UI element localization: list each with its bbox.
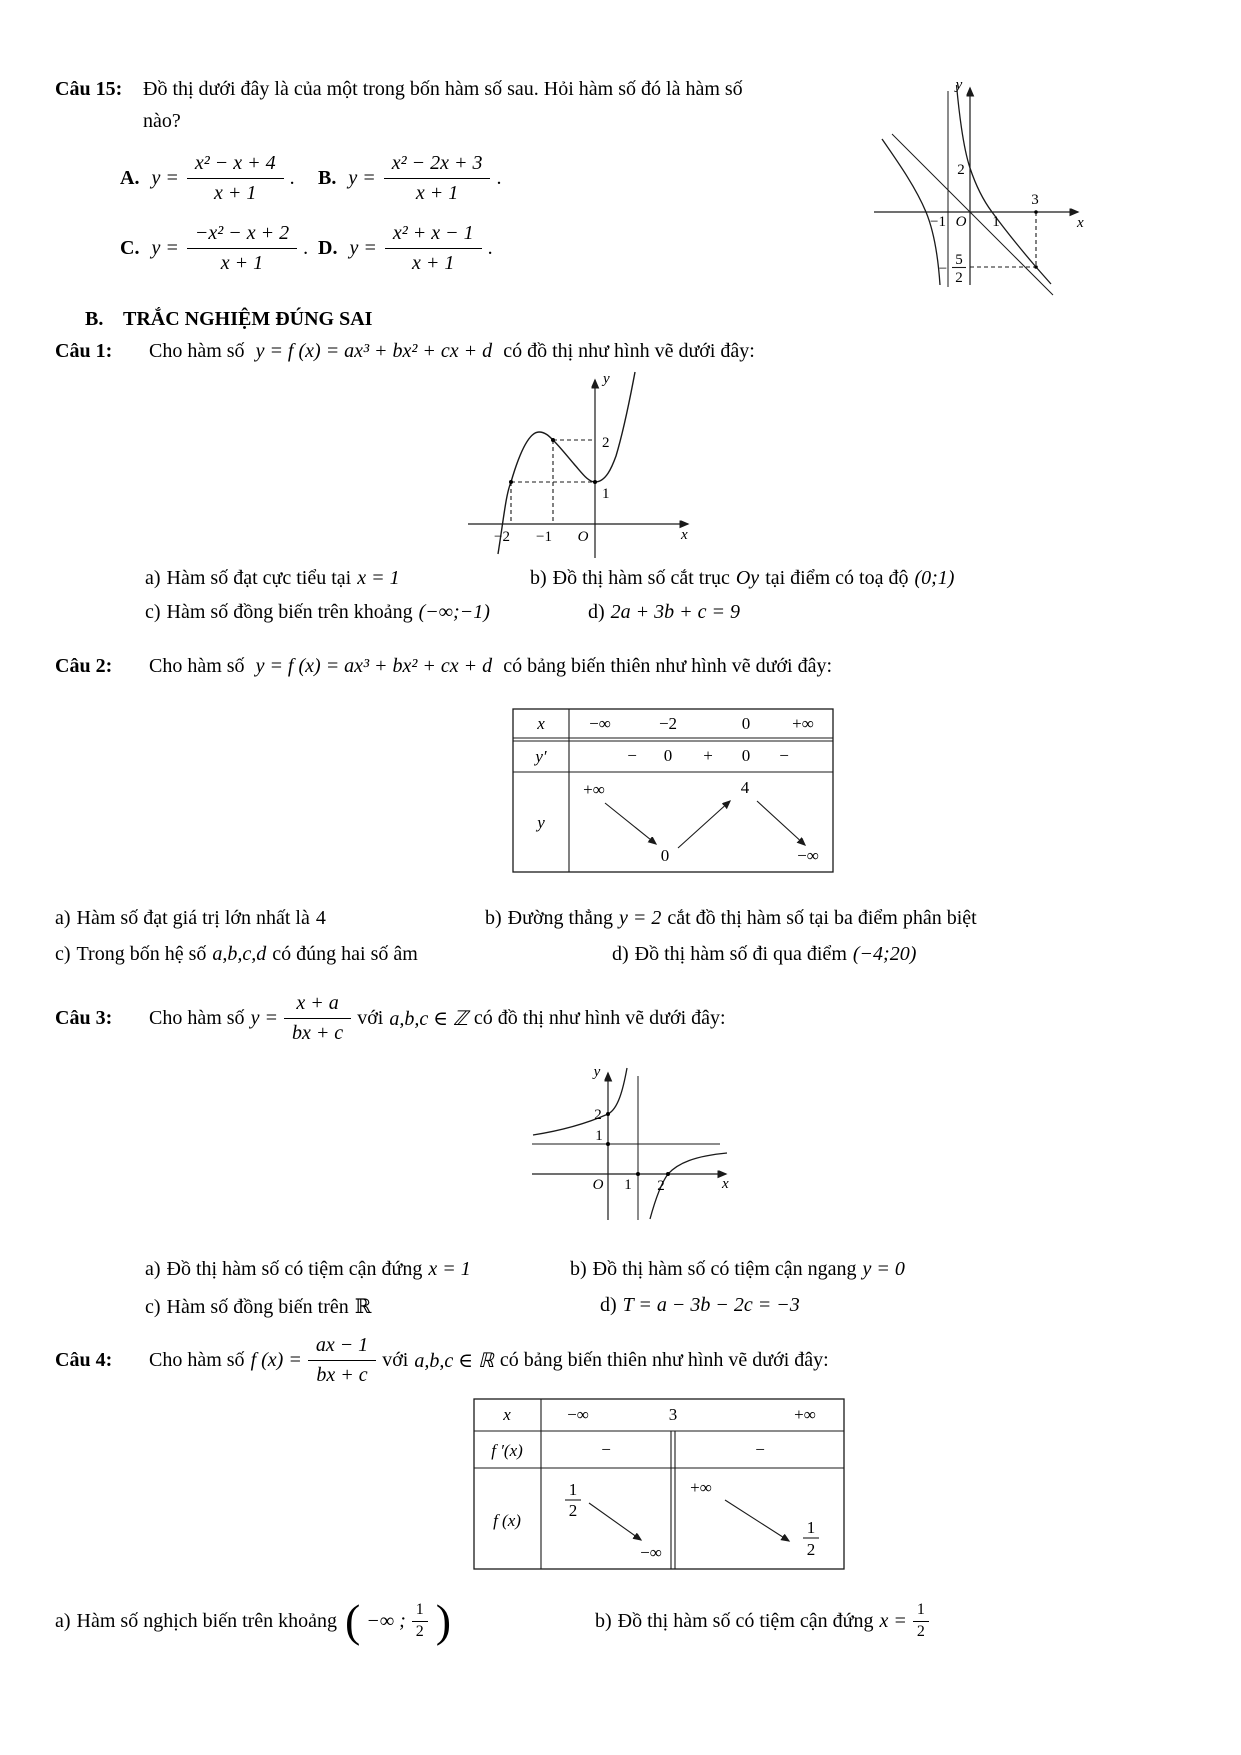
section-b-heading xyxy=(85,308,372,331)
q1-item-b xyxy=(530,567,960,590)
item-key: c) xyxy=(55,943,71,965)
tick-neg1: −1 xyxy=(536,529,552,545)
row-header-f-prime: f ′(x) xyxy=(491,1441,523,1460)
item-text: Hàm số đồng biến trên khoảng xyxy=(166,601,413,623)
option-fraction xyxy=(187,222,297,275)
item-text: cắt đồ thị hàm số tại ba điểm phân biệt xyxy=(667,907,977,929)
q3-item-d xyxy=(600,1294,806,1317)
arrow-decreasing xyxy=(757,801,805,845)
row-header-y: y xyxy=(537,813,545,832)
fraction-numerator: x² + x − 1 xyxy=(385,222,482,249)
close-paren: ) xyxy=(435,1595,452,1647)
tick-2-y: 2 xyxy=(594,1107,602,1123)
q4-post: có bảng biến thiên như hình vẽ dưới đây: xyxy=(499,1348,829,1371)
y-axis-label: y xyxy=(593,1064,601,1080)
q1-post: có đồ thị như hình vẽ dưới đây: xyxy=(503,340,755,362)
arrow-decreasing xyxy=(725,1500,789,1541)
option-lead: y = xyxy=(348,167,376,189)
origin-label: O xyxy=(577,529,589,545)
tick-neg2: −2 xyxy=(494,529,510,545)
q3-label: Câu 3: xyxy=(55,1006,113,1029)
tick-1-x: 1 xyxy=(624,1177,632,1193)
y-prime-sign: − xyxy=(779,746,789,765)
q3-pre: Cho hàm số xyxy=(149,1006,245,1029)
fraction-numerator: ax − 1 xyxy=(308,1334,376,1361)
q1-prompt xyxy=(55,340,761,363)
table-border xyxy=(513,709,833,872)
q4-pre: Cho hàm số xyxy=(149,1348,245,1371)
fraction-numerator: 1 xyxy=(412,1601,428,1621)
item-key: b) xyxy=(485,907,502,929)
f-limit-fraction-denominator: 2 xyxy=(806,1540,816,1559)
item-math: 4 xyxy=(315,907,326,929)
y-prime-zero: 0 xyxy=(663,746,673,765)
fraction-denominator: x + 1 xyxy=(412,252,455,274)
point-0-2 xyxy=(606,1112,610,1116)
q15-option-a xyxy=(120,152,295,205)
fraction-denominator: bx + c xyxy=(291,1021,344,1044)
q2-label: Câu 2: xyxy=(55,655,113,677)
q1-label: Câu 1: xyxy=(55,340,113,362)
f-prime-sign: − xyxy=(755,1440,765,1459)
item-math: −∞ ; xyxy=(366,1609,406,1632)
item-fraction xyxy=(913,1601,929,1641)
item-text: Đường thẳng xyxy=(507,907,613,929)
item-math: y = 2 xyxy=(618,907,662,929)
point-neg1-2 xyxy=(551,438,555,442)
item-text: Hàm số đồng biến trên xyxy=(166,1296,349,1318)
item-key: d) xyxy=(600,1294,617,1316)
q1-pre: Cho hàm số xyxy=(149,340,245,362)
item-math: 2a + 3b + c = 9 xyxy=(610,601,741,623)
q3-fraction xyxy=(284,992,351,1045)
option-lead: y = xyxy=(151,167,179,189)
q15-option-c xyxy=(120,222,308,275)
q2-item-a xyxy=(55,907,332,930)
q1-item-a xyxy=(145,567,406,590)
f-limit-top-right: +∞ xyxy=(690,1478,712,1497)
row-header-f: f (x) xyxy=(493,1511,521,1530)
item-math: (−∞;−1) xyxy=(418,601,490,623)
y-limit-start: +∞ xyxy=(583,780,605,799)
option-tail: . xyxy=(496,167,502,189)
q4-prompt xyxy=(55,1332,835,1388)
q2-variation-table xyxy=(512,708,834,873)
x-value: 0 xyxy=(741,714,751,733)
x-value: +∞ xyxy=(794,1405,816,1424)
item-math: ℝ xyxy=(354,1296,372,1318)
x-axis-label: x xyxy=(1077,215,1084,231)
f-limit-fraction-denominator: 2 xyxy=(568,1501,578,1520)
tick-3: 3 xyxy=(1031,192,1039,208)
q4-item-b xyxy=(595,1590,935,1652)
option-lead: y = xyxy=(349,237,377,259)
y-axis-label: y xyxy=(955,77,963,93)
q3-item-c xyxy=(145,1294,377,1319)
option-fraction xyxy=(384,152,491,205)
point-3-0 xyxy=(1034,210,1038,214)
point-0-1 xyxy=(593,480,597,484)
item-math: x = 1 xyxy=(357,567,400,589)
option-key: C. xyxy=(120,237,140,259)
item-fraction xyxy=(412,1601,428,1641)
item-text: Trong bốn hệ số xyxy=(76,943,207,965)
x-value: −∞ xyxy=(567,1405,589,1424)
q2-prompt xyxy=(55,655,838,678)
item-key: b) xyxy=(595,1609,612,1632)
section-b-label: B. xyxy=(85,308,104,330)
fraction-numerator: x² − x + 4 xyxy=(187,152,284,179)
origin-label: O xyxy=(592,1177,604,1193)
q3-lead: y = xyxy=(250,1006,278,1029)
q15-option-d xyxy=(318,222,493,275)
option-tail: . xyxy=(289,167,295,189)
q1-item-c xyxy=(145,601,496,624)
fraction-denominator: 2 xyxy=(415,1622,424,1640)
curve-left-branch xyxy=(533,1068,627,1135)
q15-label: Câu 15: xyxy=(55,78,123,100)
item-key: b) xyxy=(570,1258,587,1280)
item-text: Đồ thị hàm số đi qua điểm xyxy=(634,943,847,965)
item-key: c) xyxy=(145,1296,161,1318)
item-key: b) xyxy=(530,567,547,589)
item-math: x = xyxy=(879,1609,907,1632)
option-key: B. xyxy=(318,167,337,189)
open-paren: ( xyxy=(345,1595,361,1647)
item-math: Oy xyxy=(735,567,760,589)
fraction-denominator: x + 1 xyxy=(415,182,459,204)
x-value: +∞ xyxy=(792,714,814,733)
fraction-minus-sign: − xyxy=(938,261,948,277)
y-local-min: 0 xyxy=(660,846,670,865)
tick-1: 1 xyxy=(992,214,1000,230)
item-text: Đồ thị hàm số có tiệm cận ngang xyxy=(592,1258,857,1280)
tick-1-y: 1 xyxy=(595,1128,603,1144)
q1-item-d xyxy=(588,601,746,624)
arrow-decreasing xyxy=(589,1503,641,1540)
cubic-curve xyxy=(498,372,635,554)
tick-2: 2 xyxy=(602,435,610,451)
option-key: D. xyxy=(318,237,338,259)
q2-formula: y = f (x) = ax³ + bx² + cx + d xyxy=(255,655,493,677)
item-key: a) xyxy=(145,1258,161,1280)
option-lead: y = xyxy=(151,237,179,259)
item-math: T = a − 3b − 2c = −3 xyxy=(622,1294,800,1316)
q2-item-b xyxy=(485,907,983,930)
fraction-numerator: 1 xyxy=(913,1601,929,1621)
q15-heading xyxy=(55,78,743,101)
item-key: a) xyxy=(55,1609,71,1632)
tick-neg1: −1 xyxy=(930,214,946,230)
x-value: −∞ xyxy=(589,714,611,733)
tick-1: 1 xyxy=(602,486,610,502)
item-text: Đồ thị hàm số cắt trục xyxy=(552,567,730,589)
point-2-0 xyxy=(666,1172,670,1176)
y-prime-sign: + xyxy=(703,746,713,765)
option-key: A. xyxy=(120,167,140,189)
q1-graph xyxy=(450,366,700,562)
fraction-denominator: 2 xyxy=(916,1622,925,1640)
point-0-1 xyxy=(606,1142,610,1146)
item-math: (0;1) xyxy=(914,567,955,589)
tick-2-x: 2 xyxy=(657,1178,665,1194)
q3-graph xyxy=(520,1062,735,1227)
point-neg2-1 xyxy=(509,480,513,484)
x-value: −2 xyxy=(658,714,678,733)
y-local-max: 4 xyxy=(740,778,750,797)
option-fraction xyxy=(385,222,482,275)
q2-item-c xyxy=(55,943,424,966)
q3-condition: a,b,c ∈ ℤ xyxy=(389,1007,468,1030)
option-fraction xyxy=(187,152,284,205)
arrow-decreasing xyxy=(605,803,656,844)
fraction-denominator: x + 1 xyxy=(214,182,257,204)
item-key: d) xyxy=(588,601,605,623)
q2-pre: Cho hàm số xyxy=(149,655,245,677)
q15-graph xyxy=(862,75,1092,295)
item-text: tại điểm có toạ độ xyxy=(765,567,909,589)
f-limit-fraction-numerator: 1 xyxy=(806,1518,816,1537)
item-text: Đồ thị hàm số có tiệm cận đứng xyxy=(617,1609,874,1632)
q4-lead: f (x) = xyxy=(250,1348,302,1371)
item-key: a) xyxy=(55,907,71,929)
fraction-numerator: x + a xyxy=(284,992,351,1019)
q4-mid: với xyxy=(382,1348,409,1371)
y-prime-zero: 0 xyxy=(741,746,751,765)
item-text: Hàm số đạt giá trị lớn nhất là xyxy=(76,907,310,929)
item-key: a) xyxy=(145,567,161,589)
option-tail: . xyxy=(487,237,493,259)
q4-variation-table xyxy=(473,1398,845,1570)
row-header-y-prime: y′ xyxy=(535,747,547,766)
item-key: c) xyxy=(145,601,161,623)
x-axis-label: x xyxy=(722,1176,729,1192)
origin-label: O xyxy=(955,214,967,230)
row-header-x: x xyxy=(537,714,545,733)
x-value: 3 xyxy=(668,1405,678,1424)
q2-post: có bảng biến thiên như hình vẽ dưới đây: xyxy=(503,655,833,677)
point-1-0 xyxy=(636,1172,640,1176)
f-limit-fraction-numerator: 1 xyxy=(568,1480,578,1499)
point-3-neg52 xyxy=(1034,265,1038,269)
oblique-asymptote-line xyxy=(892,134,1053,295)
y-axis-label: y xyxy=(603,371,610,387)
item-math: a,b,c,d xyxy=(212,943,267,965)
y-prime-sign: − xyxy=(627,746,637,765)
item-key: d) xyxy=(612,943,629,965)
fraction-denominator: x + 1 xyxy=(220,252,264,274)
tick-2: 2 xyxy=(957,162,965,178)
q2-item-d xyxy=(612,943,922,966)
q4-fraction xyxy=(308,1334,376,1387)
f-prime-sign: − xyxy=(601,1440,611,1459)
q3-item-b xyxy=(570,1258,911,1281)
q4-condition: a,b,c ∈ ℝ xyxy=(414,1349,494,1372)
curve-right-branch xyxy=(957,85,1052,284)
q3-mid: với xyxy=(357,1006,384,1029)
q4-item-a xyxy=(55,1590,457,1652)
q1-formula: y = f (x) = ax³ + bx² + cx + d xyxy=(255,340,493,362)
fraction-numerator: −x² − x + 2 xyxy=(187,222,297,249)
fraction-numerator: x² − 2x + 3 xyxy=(384,152,491,179)
item-math: (−4;20) xyxy=(852,943,917,965)
option-tail: . xyxy=(303,237,309,259)
q4-label: Câu 4: xyxy=(55,1348,113,1371)
item-math: x = 1 xyxy=(428,1258,471,1280)
q15-prompt-line2: nào? xyxy=(143,110,181,132)
row-header-x: x xyxy=(503,1405,511,1424)
item-text: có đúng hai số âm xyxy=(272,943,418,965)
arrow-increasing xyxy=(678,801,730,848)
x-axis-label: x xyxy=(681,527,688,543)
fraction-denominator: bx + c xyxy=(316,1363,368,1386)
item-math: y = 0 xyxy=(862,1258,905,1280)
q3-prompt xyxy=(55,990,732,1046)
q15-option-b xyxy=(318,152,501,205)
q3-item-a xyxy=(145,1258,477,1281)
q3-post: có đồ thị như hình vẽ dưới đây: xyxy=(473,1006,726,1029)
y-limit-end: −∞ xyxy=(797,846,819,865)
q15-prompt-line1: Đồ thị dưới đây là của một trong bốn hàm số sau. Hỏi hàm số đó là hàm số xyxy=(143,78,743,100)
fraction-denominator: 2 xyxy=(955,270,963,286)
item-text: Đồ thị hàm số có tiệm cận đứng xyxy=(166,1258,423,1280)
section-b-title: TRẮC NGHIỆM ĐÚNG SAI xyxy=(123,308,373,330)
fraction-numerator: 5 xyxy=(955,252,963,268)
f-limit-bottom-left: −∞ xyxy=(640,1543,662,1562)
item-text: Hàm số nghịch biến trên khoảng xyxy=(76,1609,338,1632)
item-text: Hàm số đạt cực tiểu tại xyxy=(166,567,352,589)
